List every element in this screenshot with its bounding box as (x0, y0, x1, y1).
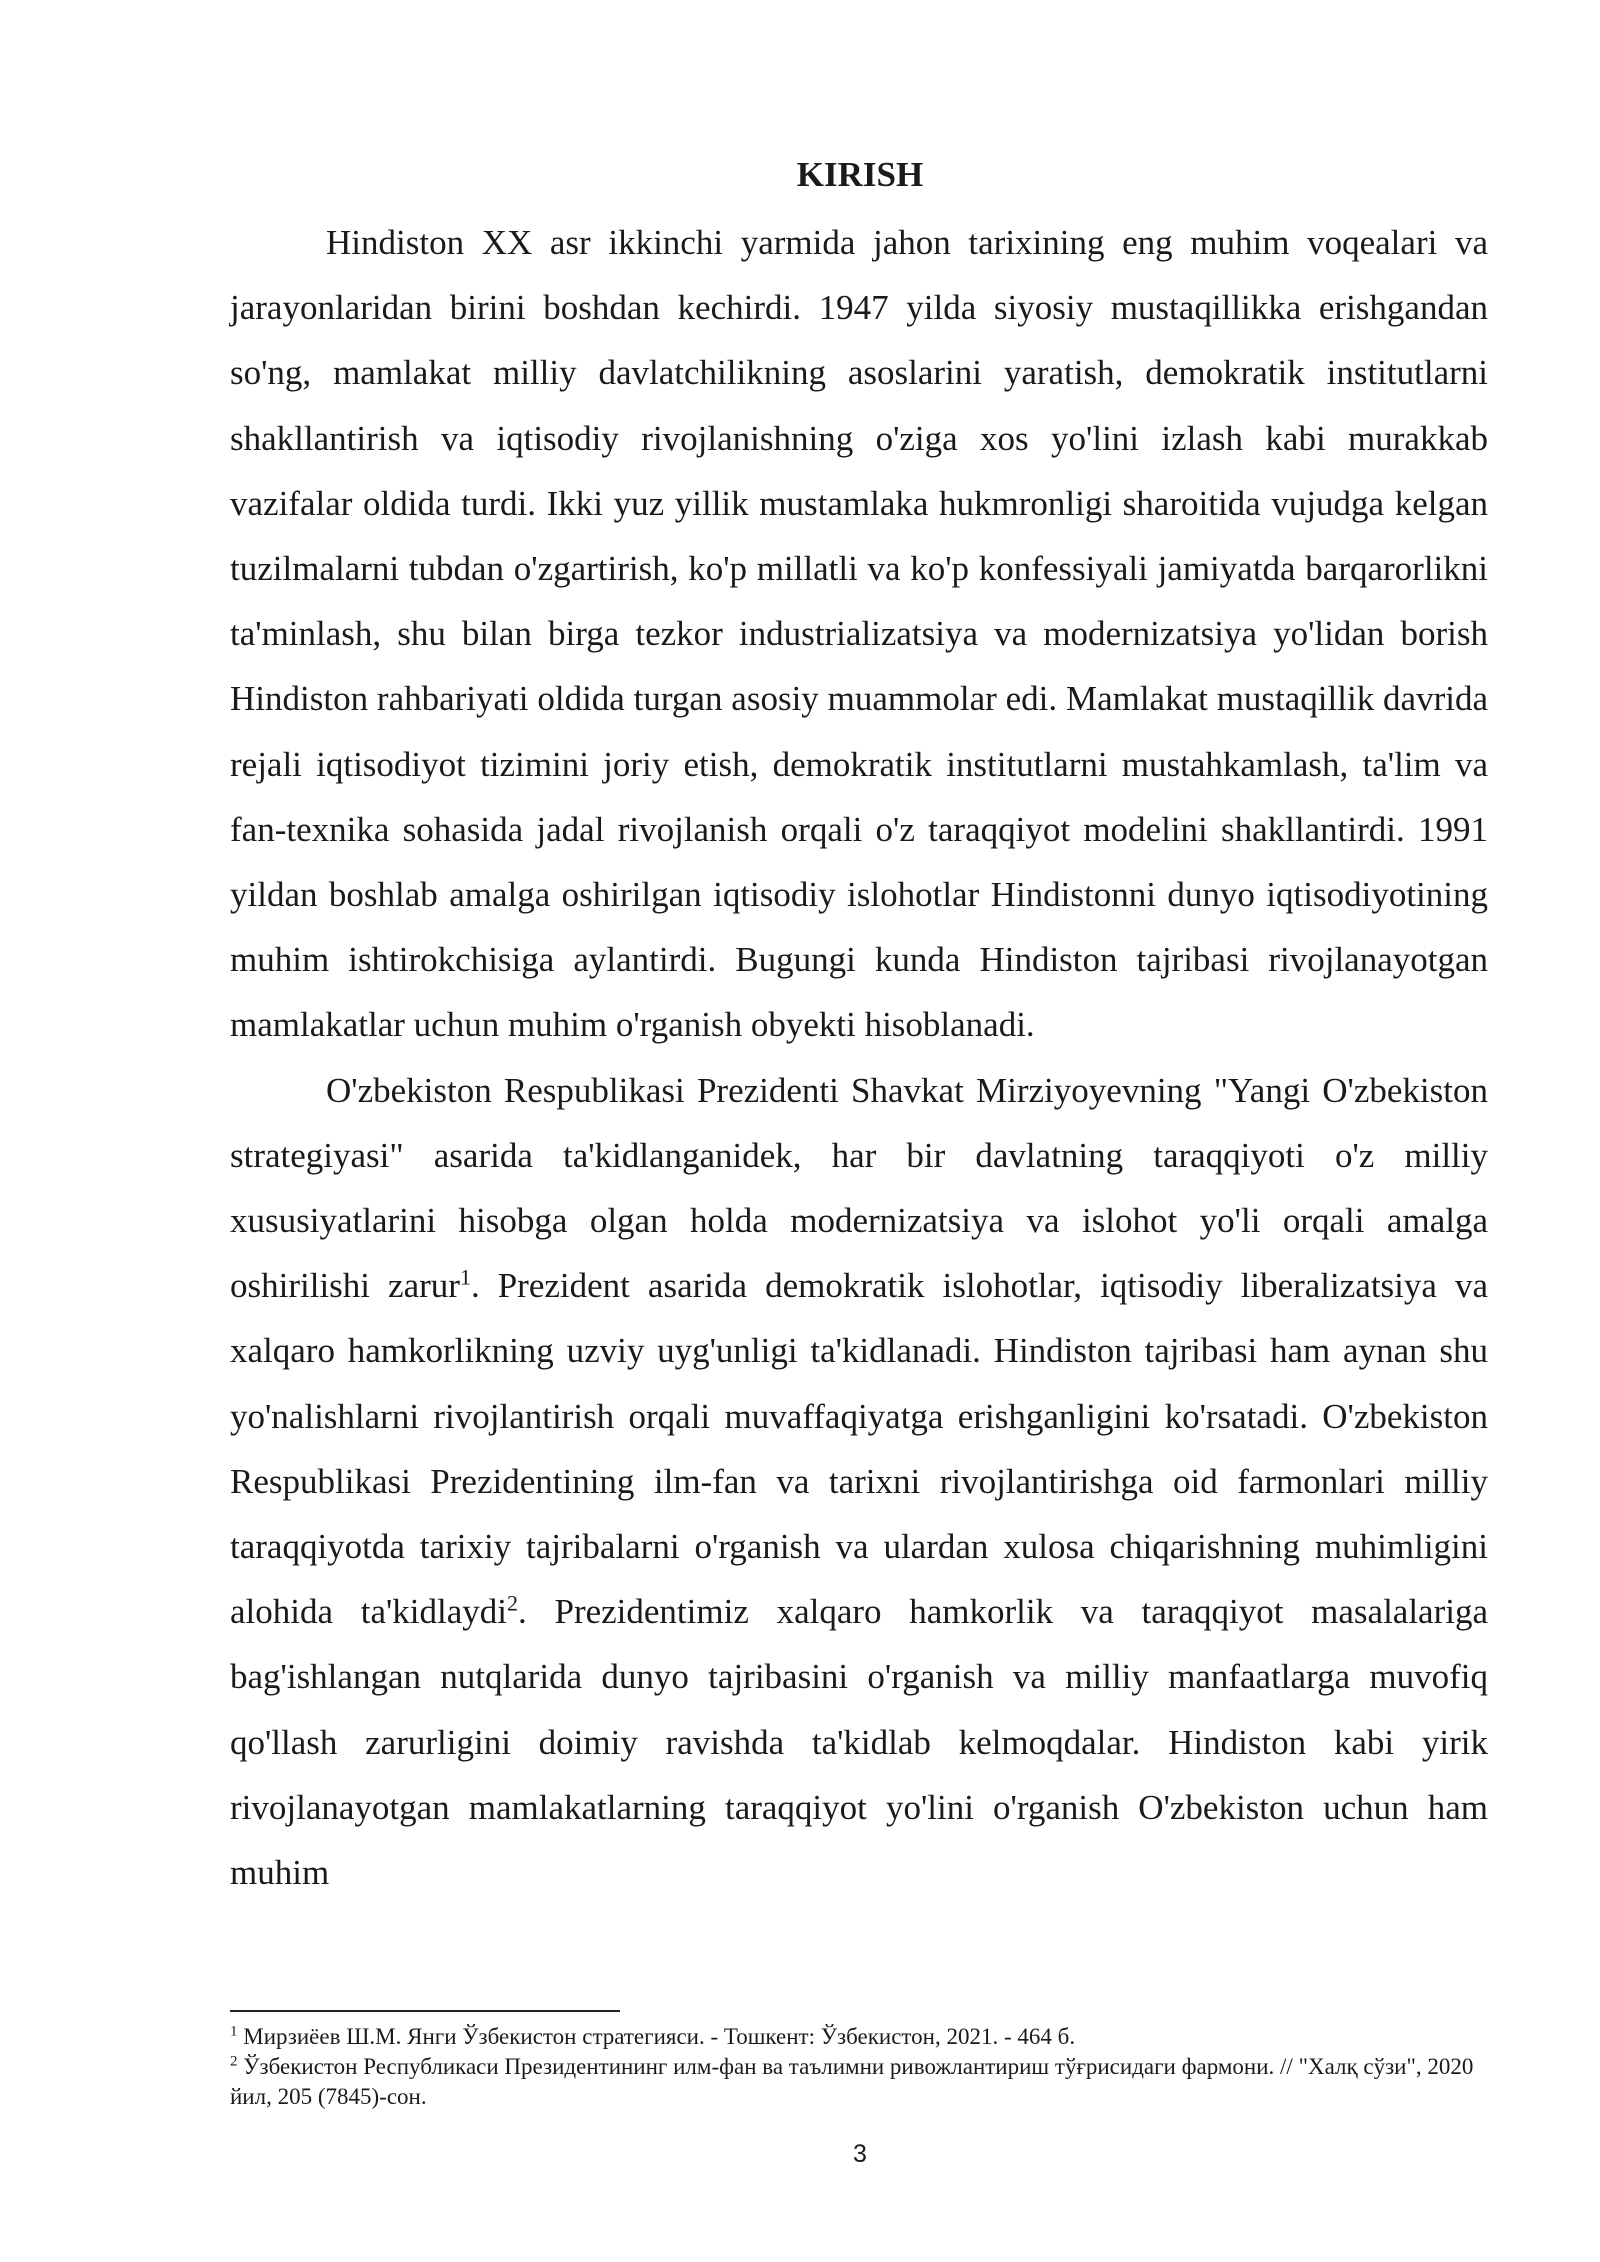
footnote-ref-2: 2 (507, 1590, 519, 1616)
footnote-separator (230, 2010, 620, 2012)
page-heading: KIRISH (796, 155, 924, 194)
footnote-1-number: 1 (230, 2023, 238, 2040)
paragraph-2 (230, 1058, 1488, 1906)
footnote-1-text: Мирзиёев Ш.М. Янги Ўзбекистон стратегияси. - Тошкент: Ўзбекистон, 2021. - 464 б. (237, 2024, 1076, 2049)
page-number: 3 (853, 2140, 867, 2168)
body-text (230, 210, 1488, 1905)
paragraph-2-text-2: . Prezident asarida demokratik islohotlar, iqtisodiy liberalizatsiya va xalqaro hamkorlikning uzviy uyg'unligi ta'kidlanadi. Hindiston tajribasi ham aynan shu yo'nalishlarni rivojlantirish orqali muvaffaqiyatga erishganligini ko'rsatadi. O'zbekiston Respublikasi Prezidentining ilm-fan va tarixni rivojlantirishga oid farmonlari milliy taraqqiyotda tarixiy tajribalarni o'rganish va ulardan xulosa chiqarishning muhimligini alohida ta'kidlaydi (230, 1266, 1488, 1632)
footnote-2-number: 2 (230, 2053, 238, 2070)
footnote-1 (230, 2022, 1488, 2052)
footnote-2-text: Ўзбекистон Республикаси Президентининг илм-фан ва таълимни ривожлантириш тўғрисидаги фармони. // "Халқ сўзи", 2020 йил, 205 (7845)-сон. (230, 2054, 1474, 2109)
paragraph-2-text-3: . Prezidentimiz xalqaro hamkorlik va taraqqiyot masalalariga bag'ishlangan nutqlarida dunyo tajribasini o'rganish va milliy manfaatlarga muvofiq qo'llash zarurligini doimiy ravishda ta'kidlab kelmoqdalar. Hindiston kabi yirik rivojlanayotgan mamlakatlarning taraqqiyot yo'lini o'rganish O'zbekiston uchun ham muhim (230, 1592, 1489, 1893)
paragraph-1: Hindiston XX asr ikkinchi yarmida jahon tarixining eng muhim voqealari va jarayonlaridan birini boshdan kechirdi. 1947 yilda siyosiy mustaqillikka erishgandan so'ng, mamlakat milliy davlatchilikning asoslarini yaratish, demokratik institutlarni shakllantirish va iqtisodiy rivojlanishning o'ziga xos yo'lini izlash kabi murakkab vazifalar oldida turdi. Ikki yuz yillik mustamlaka hukmronligi sharoitida vujudga kelgan tuzilmalarni tubdan o'zgartirish, ko'p millatli va ko'p konfessiyali jamiyatda barqarorlikni ta'minlash, shu bilan birga tezkor industrializatsiya va modernizatsiya yo'lidan borish Hindiston rahbariyati oldida turgan asosiy muammolar edi. Mamlakat mustaqillik davrida rejali iqtisodiyot tizimini joriy etish, demokratik institutlarni mustahkamlash, ta'lim va fan-texnika sohasida jadal rivojlanish orqali o'z taraqqiyot modelini shakllantirdi. 1991 yildan boshlab amalga oshirilgan iqtisodiy islohotlar Hindistonni dunyo iqtisodiyotining muhim ishtirokchisiga aylantirdi. Bugungi kunda Hindiston tajribasi rivojlanayotgan mamlakatlar uchun muhim o'rganish obyekti hisoblanadi. (230, 223, 1488, 1045)
footnotes (230, 2022, 1488, 2112)
footnote-ref-1: 1 (459, 1264, 471, 1290)
footnote-2 (230, 2052, 1488, 2112)
paragraph-2-text-1: O'zbekiston Respublikasi Prezidenti Shavkat Mirziyoyevning "Yangi O'zbekiston strategiyasi" asarida ta'kidlanganidek, har bir davlatning taraqqiyoti o'z milliy xususiyatlarini hisobga olgan holda modernizatsiya va islohot yo'li orqali amalga oshirilishi zarur (230, 1070, 1488, 1306)
